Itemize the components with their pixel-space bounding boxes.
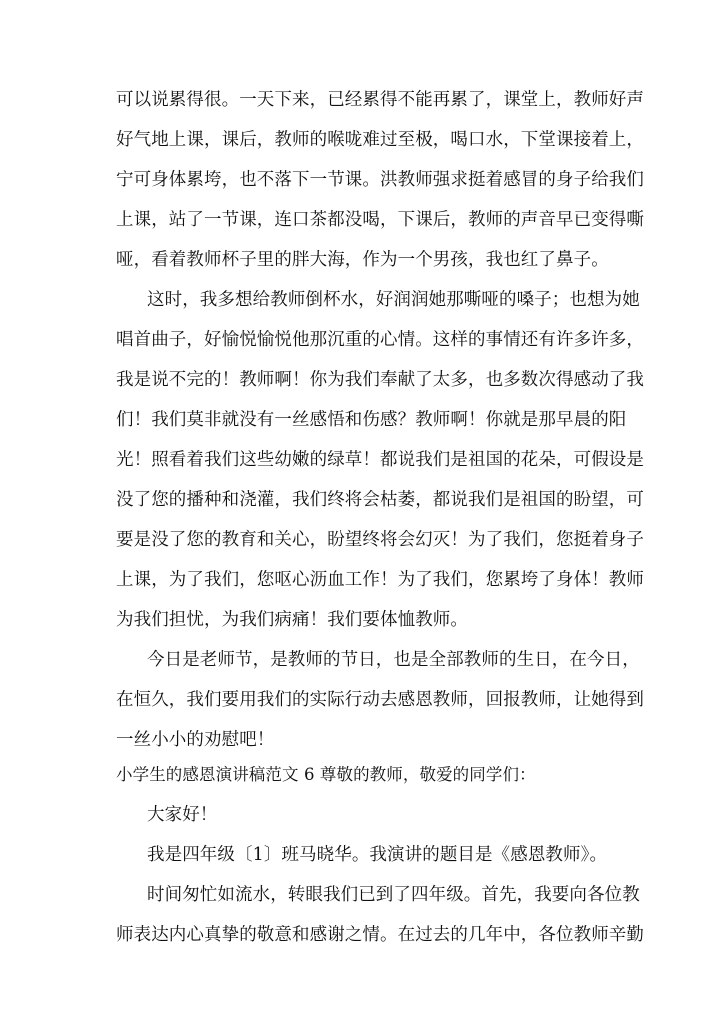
text-line: 哑，看着教师杯子里的胖大海，作为一个男孩，我也红了鼻子。 bbox=[116, 250, 609, 270]
text-line: 要是没了您的教育和关心，盼望终将会幻灭！为了我们，您挺着身子 bbox=[116, 530, 644, 550]
text-line: 可以说累得很。一天下来，已经累得不能再累了，课堂上，教师好声 bbox=[116, 90, 644, 110]
text-line: 光！照看着我们这些幼嫩的绿草！都说我们是祖国的花朵，可假设是 bbox=[116, 450, 644, 470]
text-line: 上课，站了一节课，连口茶都没喝，下课后，教师的声音早已变得嘶 bbox=[116, 210, 644, 230]
paragraph-first-line: 时间匆忙如流水，转眼我们已到了四年级。首先，我要向各位教 bbox=[147, 885, 640, 905]
paragraph-first-line: 这时，我多想给教师倒杯水，好润润她那嘶哑的嗓子；也想为她 bbox=[147, 290, 640, 310]
text-line: 我是说不完的！教师啊！你为我们奉献了太多，也多数次得感动了我 bbox=[116, 370, 644, 390]
text-line: 没了您的播种和浇灌，我们终将会枯萎，都说我们是祖国的盼望，可 bbox=[116, 490, 644, 510]
section-heading: 小学生的感恩演讲稿范文 6 尊敬的教师，敬爱的同学们： bbox=[116, 765, 536, 784]
greeting-line: 大家好！ bbox=[147, 805, 218, 825]
paragraph-first-line: 今日是老师节，是教师的节日，也是全部教师的生日，在今日， bbox=[147, 650, 640, 670]
text-line: 好气地上课，课后，教师的喉咙难过至极，喝口水，下堂课接着上， bbox=[116, 130, 644, 150]
text-line: 唱首曲子，好愉悦愉悦他那沉重的心情。这样的事情还有许多许多， bbox=[116, 330, 644, 350]
text-line: 在恒久，我们要用我们的实际行动去感恩教师，回报教师，让她得到 bbox=[116, 690, 644, 710]
text-line: 师表达内心真挚的敬意和感谢之情。在过去的几年中，各位教师辛勤 bbox=[116, 925, 644, 945]
text-line: 一丝小小的劝慰吧！ bbox=[116, 730, 275, 750]
text-line: 上课，为了我们，您呕心沥血工作！为了我们，您累垮了身体！教师 bbox=[116, 570, 644, 590]
text-line: 们！我们莫非就没有一丝感悟和伤感？教师啊！你就是那早晨的阳 bbox=[116, 410, 627, 430]
text-line: 为我们担忧，为我们病痛！我们要体恤教师。 bbox=[116, 610, 468, 630]
text-line: 宁可身体累垮，也不落下一节课。洪教师强求挺着感冒的身子给我们 bbox=[116, 170, 644, 190]
paragraph-first-line: 我是四年级〔1〕班马晓华。我演讲的题目是《感恩教师》。 bbox=[147, 845, 608, 865]
